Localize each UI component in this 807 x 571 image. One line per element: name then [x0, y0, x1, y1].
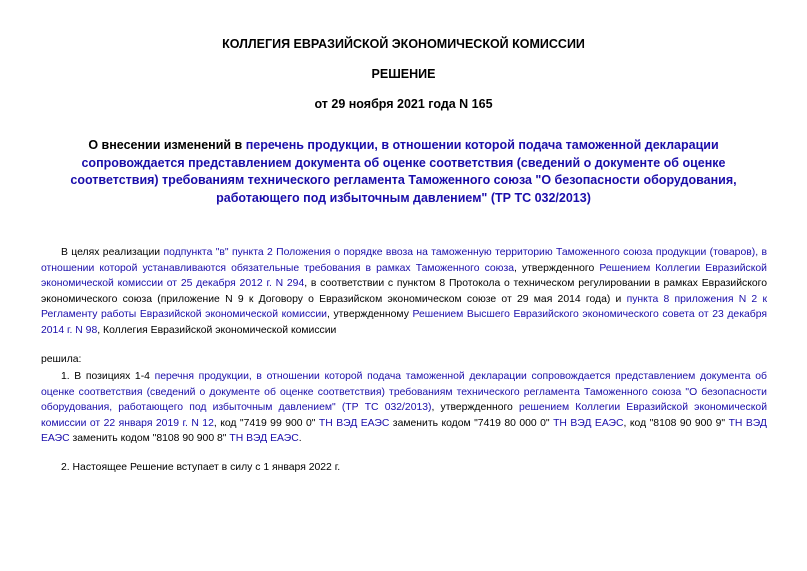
preamble-text-1: В целях реализации — [61, 247, 164, 258]
title-prefix: О внесении изменений в — [88, 138, 246, 152]
title-link-product-list[interactable]: перечень продукции, в отношении которой подача таможенной декларации сопровождается представлением документа об оценке соответствия (сведений о документе об оценке соответствия) требованиям технического регламента Таможенного союза "О безопасности оборудования, работающего под избыточным давлением" (ТР ТС 032/2013) — [70, 138, 737, 205]
preamble-text-4: , утвержденному — [326, 309, 413, 320]
clause-1-link-decision-12[interactable]: решением Коллегии Евразийской экономической комиссии от 22 января 2019 г. N 12 — [41, 402, 767, 429]
preamble-link-regulation[interactable]: подпункта "в" пункта 2 Положения о порядке ввоза на таможенную территорию Таможенного союза продукции (товаров), в отношении которой устанавливаются обязательные требования в рамках Таможенного союза — [41, 247, 767, 274]
preamble-link-decision-98[interactable]: Решением Высшего Евразийского экономического совета от 23 декабря 2014 г. N 98 — [41, 309, 767, 336]
clause-1 — [41, 369, 767, 447]
date-number-heading: от 29 ноября 2021 года N 165 — [314, 97, 493, 111]
clause-1-link-tn-ved-4[interactable]: ТН ВЭД ЕАЭС — [229, 433, 299, 444]
clause-1-text-2: , утвержденного — [431, 402, 519, 413]
preamble-link-decision-294[interactable]: Решением Коллегии Евразийской экономической комиссии от 25 декабря 2012 г. N 294 — [41, 262, 767, 289]
clause-1-text-3: , код "7419 99 900 0" — [213, 417, 319, 429]
preamble-text-5: , Коллегия Евразийской экономической комиссии — [97, 324, 337, 336]
clause-1-text-6: заменить кодом "8108 90 900 8" — [69, 433, 230, 444]
preamble-link-work-rules[interactable]: пункта 8 приложения N 2 к Регламенту работы Евразийской экономической комиссии — [41, 293, 767, 320]
clause-2-text: 2. Настоящее Решение вступает в силу с 1 января 2022 г. — [61, 462, 341, 473]
document-title — [40, 137, 767, 207]
clause-2 — [41, 460, 767, 476]
preamble-text-2: , утвержденного — [514, 262, 600, 274]
preamble-paragraph — [41, 245, 767, 338]
issuer-heading: КОЛЛЕГИЯ ЕВРАЗИЙСКОЙ ЭКОНОМИЧЕСКОЙ КОМИССИИ — [222, 37, 585, 51]
preamble-text-3: , в соответствии с пунктом 8 Протокола о техническом регулировании в рамках Евразийского экономического союза (приложение N 9 к Договору о Евразийском экономическом союзе от 29 мая 2014 года) и — [41, 278, 767, 305]
clause-1-text-5: , код "8108 90 900 9" — [623, 417, 729, 429]
decided-label: решила: — [41, 354, 82, 365]
clause-1-link-product-list[interactable]: перечня продукции, в отношении которой подача таможенной декларации сопровождается представлением документа об оценке соответствия (сведений о документе об оценке соответствия) требованиям технического регламента Таможенного союза "О безопасности оборудования, работающего под избыточным давлением" (ТР ТС 032/2013) — [41, 371, 767, 413]
clause-1-link-tn-ved-1[interactable]: ТН ВЭД ЕАЭС — [318, 417, 390, 429]
clause-1-link-tn-ved-2[interactable]: ТН ВЭД ЕАЭС — [553, 417, 624, 429]
document-type-heading: РЕШЕНИЕ — [371, 67, 436, 81]
clause-1-link-tn-ved-3[interactable]: ТН ВЭД ЕАЭС — [41, 417, 767, 444]
clause-1-text-4: заменить кодом "7419 80 000 0" — [389, 417, 554, 429]
clause-1-text-7: . — [298, 433, 302, 444]
clause-1-text-1: 1. В позициях 1-4 — [61, 371, 155, 382]
